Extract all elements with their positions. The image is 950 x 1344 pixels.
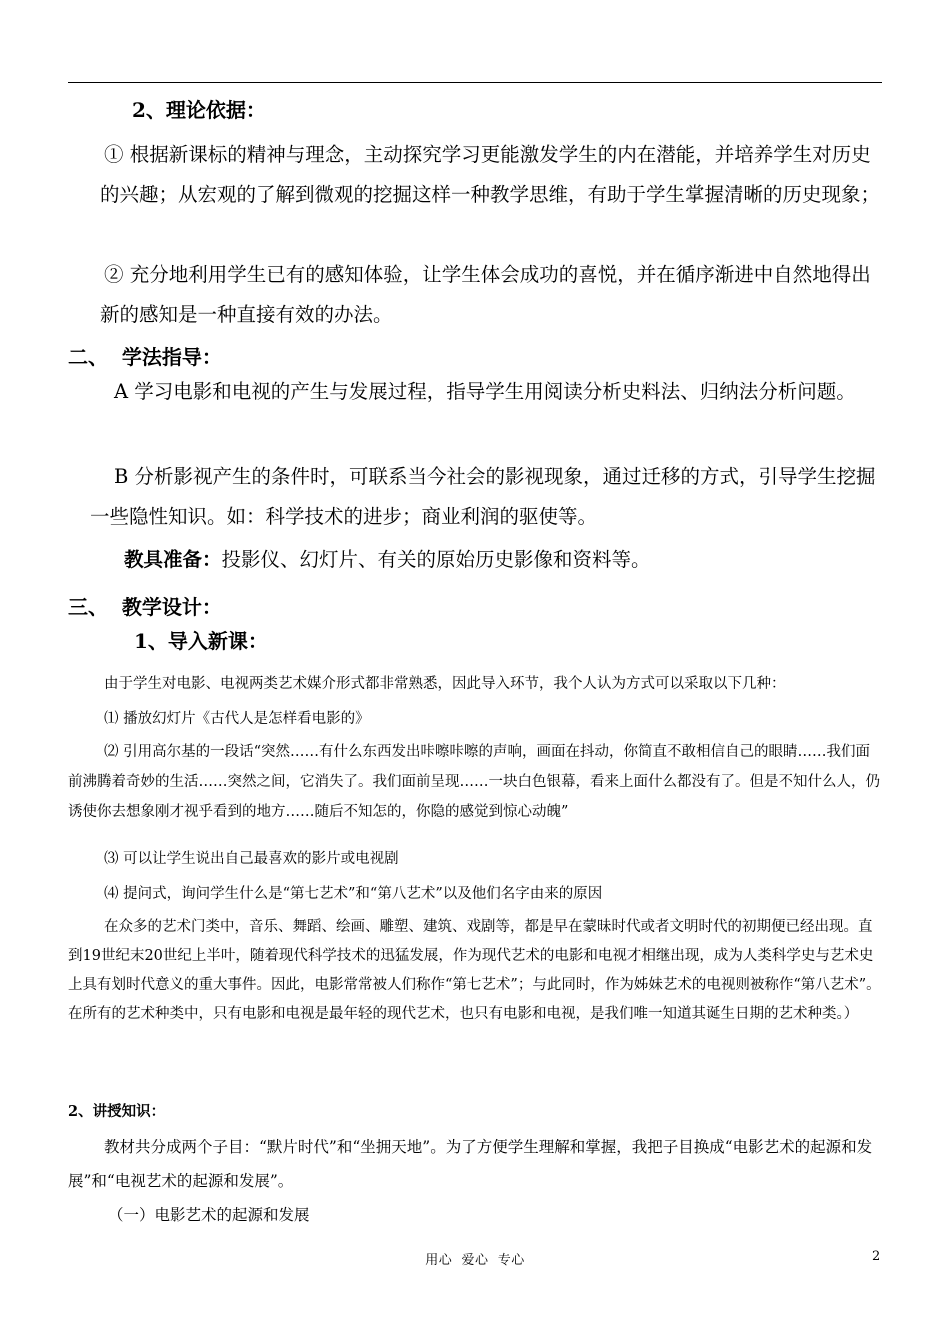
paragraph-theory-1: ① 根据新课标的精神与理念，主动探究学习更能激发学生的内在潜能，并培养学生对历史的兴趣；从宏观的了解到微观的挖掘这样一种教学思维，有助于学生掌握清晰的历史现象； <box>100 143 881 206</box>
subheading-film-origin: （一）电影艺术的起源和发展 <box>108 1206 310 1224</box>
list-item-1: ⑴ 播放幻灯片《古代人是怎样看电影的》 <box>104 711 370 727</box>
list-item-2: ⑵ 引用高尔基的一段话“突然……有什么东西发出咔嚓咔嚓的声响，画面在抖动，你简直不敢相信自己的眼睛……我们面前沸腾着奇妙的生活……突然之间，它消失了。我们面前呈现……一块白色银幕，看来上面什么都没有了。但是不知什么人，仍诱使你去想象刚才视乎看到的地方……随后不知怎的，你隐的感觉到惊心动魄” <box>68 744 880 820</box>
subheading-intro: 1、导入新课： <box>134 629 268 653</box>
paragraph-method-a: A 学习电影和电视的产生与发展过程，指导学生用阅读分析史料法、归纳法分析问题。 <box>114 380 856 403</box>
tools-text: 投影仪、幻灯片、有关的原始历史影像和资料等。 <box>221 548 651 571</box>
header-rule <box>68 82 882 83</box>
paragraph-method-b: B 分析影视产生的条件时，可联系当今社会的影视现象，通过迁移的方式，引导学生挖掘一些隐性知识。如：科学技术的进步；商业利润的驱使等。 <box>90 465 876 528</box>
list-item-4: ⑷ 提问式，询问学生什么是“第七艺术”和“第八艺术”以及他们名字由来的原因 <box>104 886 603 902</box>
tools-label: 教具准备： <box>124 548 222 571</box>
section-heading-theory: 2、理论依据： <box>132 98 266 122</box>
paragraph-material: 教材共分成两个子目：“默片时代”和“坐拥天地”。为了方便学生理解和掌握，我把子目换成“电影艺术的起源和发展”和“电视艺术的起源和发展”。 <box>68 1138 873 1190</box>
heading-study-method: 二、 学法指导： <box>68 345 222 369</box>
page-footer: 用心 爱心 专心 <box>425 1253 525 1268</box>
tools-line <box>124 545 651 575</box>
page-number: 2 <box>872 1249 881 1264</box>
subheading-teaching: 2、讲授知识： <box>68 1103 166 1120</box>
list-item-3: ⑶ 可以让学生说出自己最喜欢的影片或电视剧 <box>104 851 399 867</box>
paragraph-intro: 由于学生对电影、电视两类艺术媒介形式都非常熟悉，因此导入环节，我个人认为方式可以采取以下几种： <box>104 676 786 692</box>
paragraph-art-history: 在众多的艺术门类中，音乐、舞蹈、绘画、雕塑、建筑、戏剧等，都是早在蒙昧时代或者文明时代的初期便已经出现。直到19世纪末20世纪上半叶，随着现代科学技术的迅猛发展，作为现代艺术的电影和电视才相继出现，成为人类科学史与艺术史上具有划时代意义的重大事件。因此，电影常常被人们称作“第七艺术”；与此同时，作为姊妹艺术的电视则被称作“第八艺术”。在所有的艺术种类中，只有电影和电视是最年轻的现代艺术，也只有电影和电视，是我们唯一知道其诞生日期的艺术种类。） <box>68 919 881 1022</box>
heading-teaching-design: 三、 教学设计： <box>68 595 222 619</box>
paragraph-theory-2: ② 充分地利用学生已有的感知体验，让学生体会成功的喜悦，并在循序渐进中自然地得出新的感知是一种直接有效的办法。 <box>100 263 871 326</box>
